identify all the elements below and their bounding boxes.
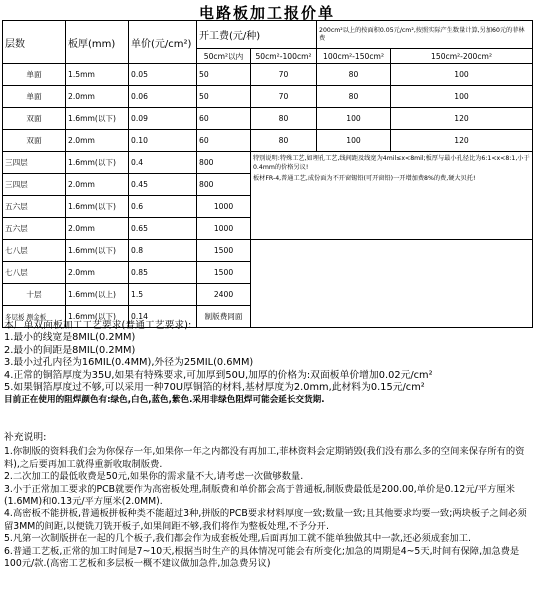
cell-fee: 1500 (197, 262, 251, 284)
cell-thickness: 1.6mm(以下) (66, 306, 129, 328)
cell-price: 0.06 (129, 86, 197, 108)
cell-price: 1.5 (129, 284, 197, 306)
cell-fee: 80 (317, 86, 391, 108)
cell-fee: 50 (197, 86, 251, 108)
table-row (3, 130, 533, 152)
special-note-process: 特别说明:特殊工艺,如埋孔工艺,线间距及线宽为4mil≤x<8mil;板厚与最小孔径比为6:1<x<8:1,小于0.4mm的价格另议! (253, 155, 530, 171)
cell-price: 0.85 (129, 262, 197, 284)
cell-layers: 十层 (3, 284, 66, 306)
cell-layers: 五六层 (3, 218, 66, 240)
cell-layers: 七八层 (3, 240, 66, 262)
cell-fee: 70 (251, 64, 317, 86)
cell-layers: 单面 (3, 86, 66, 108)
cell-fee: 70 (251, 86, 317, 108)
cell-fee: 120 (391, 130, 533, 152)
requirements-heading: 本厂单双面板加工工艺要求(普通工艺要求): (4, 320, 192, 331)
table-row (3, 152, 533, 174)
cell-thickness: 1.5mm (66, 64, 129, 86)
cell-fee: 800 (197, 174, 251, 196)
cell-thickness: 2.0mm (66, 86, 129, 108)
cell-fee: 100 (317, 130, 391, 152)
cell-fee: 50 (197, 64, 251, 86)
supplement-item: 1.你制版的资料我们会为你保存一年,如果你一年之内都没有再加工,菲林资料会定期销毁(我们没有那么多的空间来保存所有的资料),之后要再加工就得重新收取制版费. (4, 446, 525, 470)
cell-fee: 80 (251, 108, 317, 130)
fee-tier-header: 150cm²-200cm² (391, 49, 533, 64)
cell-layers: 单面 (3, 64, 66, 86)
requirement-item: 2.最小的间距是8MIL(0.2MM) (4, 344, 136, 356)
cell-price: 0.05 (129, 64, 197, 86)
table-row (3, 64, 533, 86)
supplement-heading: 补充说明: (4, 432, 47, 443)
cell-fee: 1000 (197, 218, 251, 240)
supplementary-notes (4, 432, 530, 570)
cell-thickness: 2.0mm (66, 218, 129, 240)
requirement-item: 4.正常的铜箔厚度为35U,如果有特殊要求,可加厚到50U,加厚的价格为:双面板单价增加0.02元/cm² (4, 369, 433, 381)
cell-fee: 100 (391, 86, 533, 108)
cell-fee: 80 (317, 64, 391, 86)
cell-thickness: 1.6mm(以下) (66, 196, 129, 218)
cell-fee: 100 (317, 108, 391, 130)
empty-cell (251, 240, 533, 328)
process-requirements (4, 320, 532, 407)
table-row (3, 108, 533, 130)
supplement-item: 4.高密板不能拼板,普通板拼板种类不能超过3种,拼版的PCB要求材料厚度一致;数量一致;且其他要求均要一致;两块板子之间必须留3MM的间距,以便铣刀铣开板子,如果间距不够,我们将作为整板处理,不予分开. (4, 508, 527, 532)
supplement-item: 5.凡第一次制版拼在一起的几个板子,我们都会作为成套板处理,后面再加工就不能单独做其中一款,还必须成套加工. (4, 533, 471, 545)
header-unit-price: 单价(元/cm²) (129, 21, 197, 64)
cell-fee: 800 (197, 152, 251, 174)
cell-layers: 七八层 (3, 262, 66, 284)
header-layers: 层数 (3, 21, 66, 64)
supplement-item: 2.二次加工的最低收费是50元,如果你的需求量不大,请考虑一次做够数量. (4, 471, 304, 483)
header-thickness: 板厚(mm) (66, 21, 129, 64)
supplement-item: 3.小于正常加工要求的PCB就要作为高密板处理,制版费和单价都会高于普通板,制版费最低是200.00,单价是0.12元/平方厘米(1.6MM)和0.13元/平方厘米(2.0MM). (4, 483, 515, 508)
cell-fee: 60 (197, 108, 251, 130)
supplement-item: 6.普通工艺板,正常的加工时间是7~10天,根据当时生产的具体情况可能会有所变化;加急的周期是4~5天,时间有保障,加急费是100元/款.(高密工艺板和多层板一概不建议做加急件,加急费另议) (4, 545, 520, 570)
cell-price: 0.10 (129, 130, 197, 152)
cell-price: 0.8 (129, 240, 197, 262)
cell-fee: 100 (391, 64, 533, 86)
cell-price: 0.6 (129, 196, 197, 218)
special-note (251, 152, 533, 240)
requirement-item: 5.如果铜箔厚度过不够,可以采用一种70U厚铜箔的材料,基材厚度为2.0mm,此材料为0.15元/cm² (4, 382, 425, 394)
cell-fee: 60 (197, 130, 251, 152)
cell-price: 0.14 (129, 306, 197, 328)
cell-price: 0.65 (129, 218, 197, 240)
cell-layers: 三四层 (3, 152, 66, 174)
cell-fee: 1500 (197, 240, 251, 262)
cell-thickness: 1.6mm(以下) (66, 152, 129, 174)
cell-layers: 多层板 测金板 (3, 306, 66, 328)
cell-fee: 制版费同面 (197, 306, 251, 328)
table-row (3, 86, 533, 108)
cell-fee: 1000 (197, 196, 251, 218)
header-setup-fee: 开工费(元/种) (197, 21, 317, 49)
fee-tier-header: 100cm²-150cm² (317, 49, 391, 64)
cell-thickness: 1.6mm(以下) (66, 108, 129, 130)
cell-thickness: 2.0mm (66, 130, 129, 152)
cell-price: 0.09 (129, 108, 197, 130)
cell-layers: 五六层 (3, 196, 66, 218)
cell-thickness: 1.6mm(以下) (66, 240, 129, 262)
cell-thickness: 2.0mm (66, 174, 129, 196)
header-fee-note: 200cm²以上的按面积0.05元/cm²,按照实际产生数量计算,另加60元的菲林费 (317, 21, 533, 49)
cell-fee: 2400 (197, 284, 251, 306)
cell-layers: 双面 (3, 130, 66, 152)
cell-fee: 80 (251, 130, 317, 152)
cell-thickness: 1.6mm(以上) (66, 284, 129, 306)
fee-tier-header: 50cm²-100cm² (251, 49, 317, 64)
requirement-item: 3.最小过孔内径为16MIL(0.4MM),外径为25MIL(0.6MM) (4, 357, 254, 369)
fee-tier-header: 50cm²以内 (197, 49, 251, 64)
price-table (2, 20, 533, 328)
cell-price: 0.4 (129, 152, 197, 174)
cell-layers: 双面 (3, 108, 66, 130)
requirement-item: 1.最小的线宽是8MIL(0.2MM) (4, 332, 136, 344)
solder-mask-warning: 目前正在使用的阻焊颜色有:绿色,白色,蓝色,紫色.采用非绿色阻焊可能会延长交货期. (4, 395, 325, 406)
cell-price: 0.45 (129, 174, 197, 196)
special-note-material: 板材FR-4,普通工艺,成份面为不开窗锡铅(可开窗铅)一开增加费8%的费,硬大贝托! (253, 175, 476, 182)
cell-thickness: 2.0mm (66, 262, 129, 284)
cell-layers: 三四层 (3, 174, 66, 196)
page-title: 电路板加工报价单 (198, 4, 335, 22)
table-row (3, 240, 533, 262)
cell-fee: 120 (391, 108, 533, 130)
